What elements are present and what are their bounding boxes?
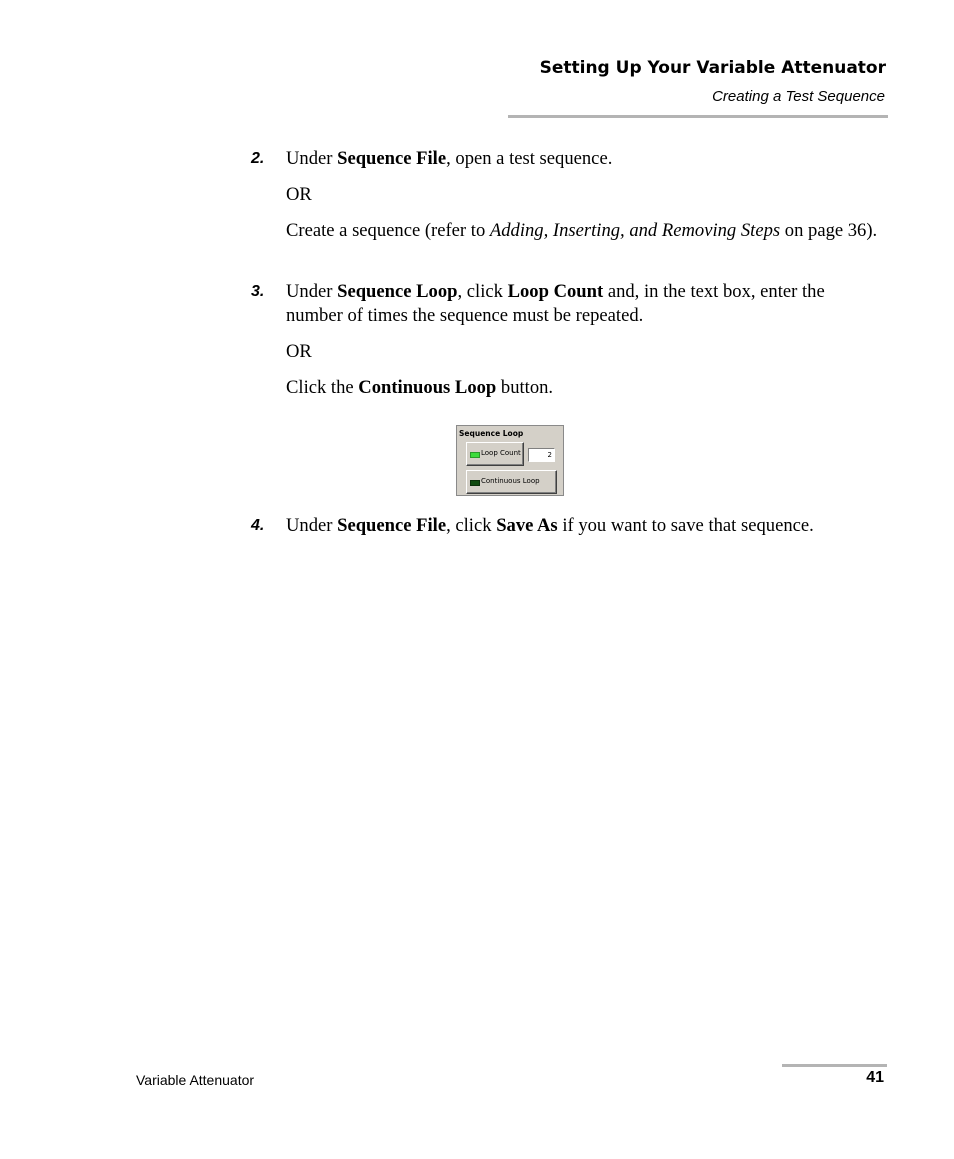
step-4-text [286,514,906,538]
step-2-ui-sequence-file: Sequence File [337,148,447,169]
step-number-4: 4. [251,517,265,534]
step-4-ui-sequence-file: Sequence File [337,515,447,536]
continuous-loop-label: Continuous Loop [481,477,540,485]
step-3-text-b: , click [457,281,508,302]
section-title: Creating a Test Sequence [712,88,885,105]
step-2-alt-a: Create a sequence (refer to [286,220,490,241]
chapter-title: Setting Up Your Variable Attenuator [539,58,886,78]
loop-count-input[interactable]: 2 [528,448,555,462]
step-3-ui-continuous-loop: Continuous Loop [358,377,497,398]
step-3-alt-text [286,376,886,400]
step-2-alt-b: on page 36). [780,220,878,241]
sequence-loop-panel [456,425,564,496]
continuous-loop-button[interactable] [466,470,557,494]
step-2-crossref: Adding, Inserting, and Removing Steps [489,220,781,241]
page-number: 41 [866,1069,884,1086]
step-2-text [286,147,886,171]
step-3-text-a: Under [286,281,338,302]
step-4-text-c: if you want to save that sequence. [557,515,814,536]
continuous-loop-led-icon [470,480,480,486]
step-3-or: OR [286,341,312,362]
step-4-text-b: , click [446,515,497,536]
footer-rule [782,1064,887,1067]
sequence-loop-title: Sequence Loop [459,429,524,438]
loop-count-button[interactable] [466,442,524,466]
loop-count-label: Loop Count [481,449,521,457]
step-3-ui-sequence-loop: Sequence Loop [337,281,458,302]
step-2-or: OR [286,184,312,205]
step-2-text-a: Under [286,148,338,169]
step-4-ui-save-as: Save As [496,515,558,536]
step-number-2: 2. [251,150,265,167]
step-2-text-b: , open a test sequence. [446,148,613,169]
step-3-alt-a: Click the [286,377,359,398]
step-number-3: 3. [251,283,265,300]
step-3-ui-loop-count: Loop Count [507,281,604,302]
step-3-text [286,280,886,328]
loop-count-led-icon [470,452,480,458]
step-2-alt-text [286,219,886,243]
footer-product-name: Variable Attenuator [136,1072,255,1088]
step-4-text-a: Under [286,515,338,536]
step-3-alt-b: button. [496,377,554,398]
header-rule [508,115,888,118]
step-3-text-c: and, in the text box, enter the number of times the sequence must be repeated. [286,281,825,326]
